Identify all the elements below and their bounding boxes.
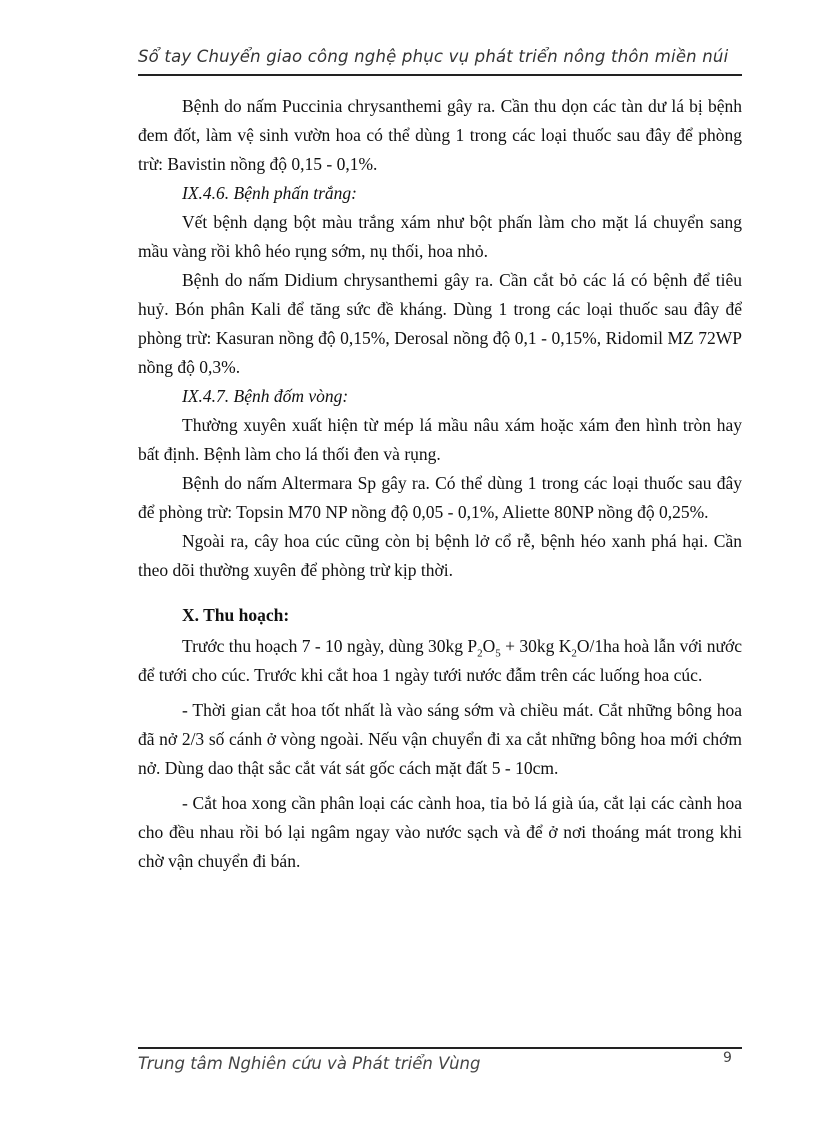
- paragraph-ring-spot-treatment: Bệnh do nấm Altermara Sp gây ra. Có thể dùng 1 trong các loại thuốc sau đây để phòng trừ: Topsin M70 NP nồng độ 0,05 - 0,1%, Aliette 80NP nồng độ 0,25%.: [138, 473, 742, 522]
- footer-divider: [138, 1047, 742, 1049]
- subheading-ring-spot: IX.4.7. Bệnh đốm vòng:: [182, 386, 349, 406]
- paragraph-rust-disease: Bệnh do nấm Puccinia chrysanthemi gây ra. Cần thu dọn các tàn dư lá bị bệnh đem đốt, làm vệ sinh vườn hoa có thể dùng 1 trong các loại thuốc sau đây để phòng trừ: Bavistin nồng độ 0,15 - 0,1%.: [138, 96, 742, 174]
- footer-organization: Trung tâm Nghiên cứu và Phát triển Vùng: [138, 1054, 481, 1073]
- header-divider: [138, 74, 742, 76]
- paragraph-ring-spot-symptoms: Thường xuyên xuất hiện từ mép lá mầu nâu xám hoặc xám đen hình tròn hay bất định. Bệnh làm cho lá thối đen và rụng.: [138, 415, 742, 464]
- running-header: Sổ tay Chuyển giao công nghệ phục vụ phát triển nông thôn miền núi: [138, 47, 729, 66]
- section-heading-harvest: X. Thu hoạch:: [182, 605, 290, 625]
- subheading-powdery-mildew: IX.4.6. Bệnh phấn trắng:: [182, 183, 357, 203]
- page-number: 9: [723, 1050, 732, 1066]
- paragraph-harvest-fertilizer: Trước thu hoạch 7 - 10 ngày, dùng 30kg $P_2O_5 + 30kg$ $K_2O/1ha$ hoà lẫn với nước để tưới cho cúc. Trước khi cắt hoa 1 ngày tưới nước đẫm trên các luống hoa cúc.: [138, 636, 742, 685]
- page-body: [138, 92, 742, 876]
- paragraph-powdery-treatment: Bệnh do nấm Didium chrysanthemi gây ra. Cần cắt bỏ các lá có bệnh để tiêu huỷ. Bón phân Kali để tăng sức đề kháng. Dùng 1 trong các loại thuốc sau đây để phòng trừ: Kasuran nồng độ 0,15%, Derosal nồng độ 0,1 - 0,15%, Ridomil MZ 72WP nồng độ 0,3%.: [138, 270, 742, 377]
- paragraph-other-diseases: Ngoài ra, cây hoa cúc cũng còn bị bệnh lở cổ rễ, bệnh héo xanh phá hại. Cần theo dõi thường xuyên để phòng trừ kịp thời.: [138, 531, 742, 580]
- paragraph-cutting-time: - Thời gian cắt hoa tốt nhất là vào sáng sớm và chiều mát. Cắt những bông hoa đã nở 2/3 số cánh ở vòng ngoài. Nếu vận chuyển đi xa cắt những bông hoa mới chớm nở. Dùng dao thật sắc cắt vát sát gốc cách mặt đất 5 - 10cm.: [138, 700, 742, 778]
- paragraph-powdery-symptoms: Vết bệnh dạng bột màu trắng xám như bột phấn làm cho mặt lá chuyển sang mầu vàng rồi khô héo rụng sớm, nụ thối, hoa nhỏ.: [138, 212, 742, 261]
- paragraph-post-cutting: - Cắt hoa xong cần phân loại các cành hoa, tỉa bỏ lá già úa, cắt lại các cành hoa cho đều nhau rồi bó lại ngâm ngay vào nước sạch và để ở nơi thoáng mát trong khi chờ vận chuyển đi bán.: [138, 793, 742, 871]
